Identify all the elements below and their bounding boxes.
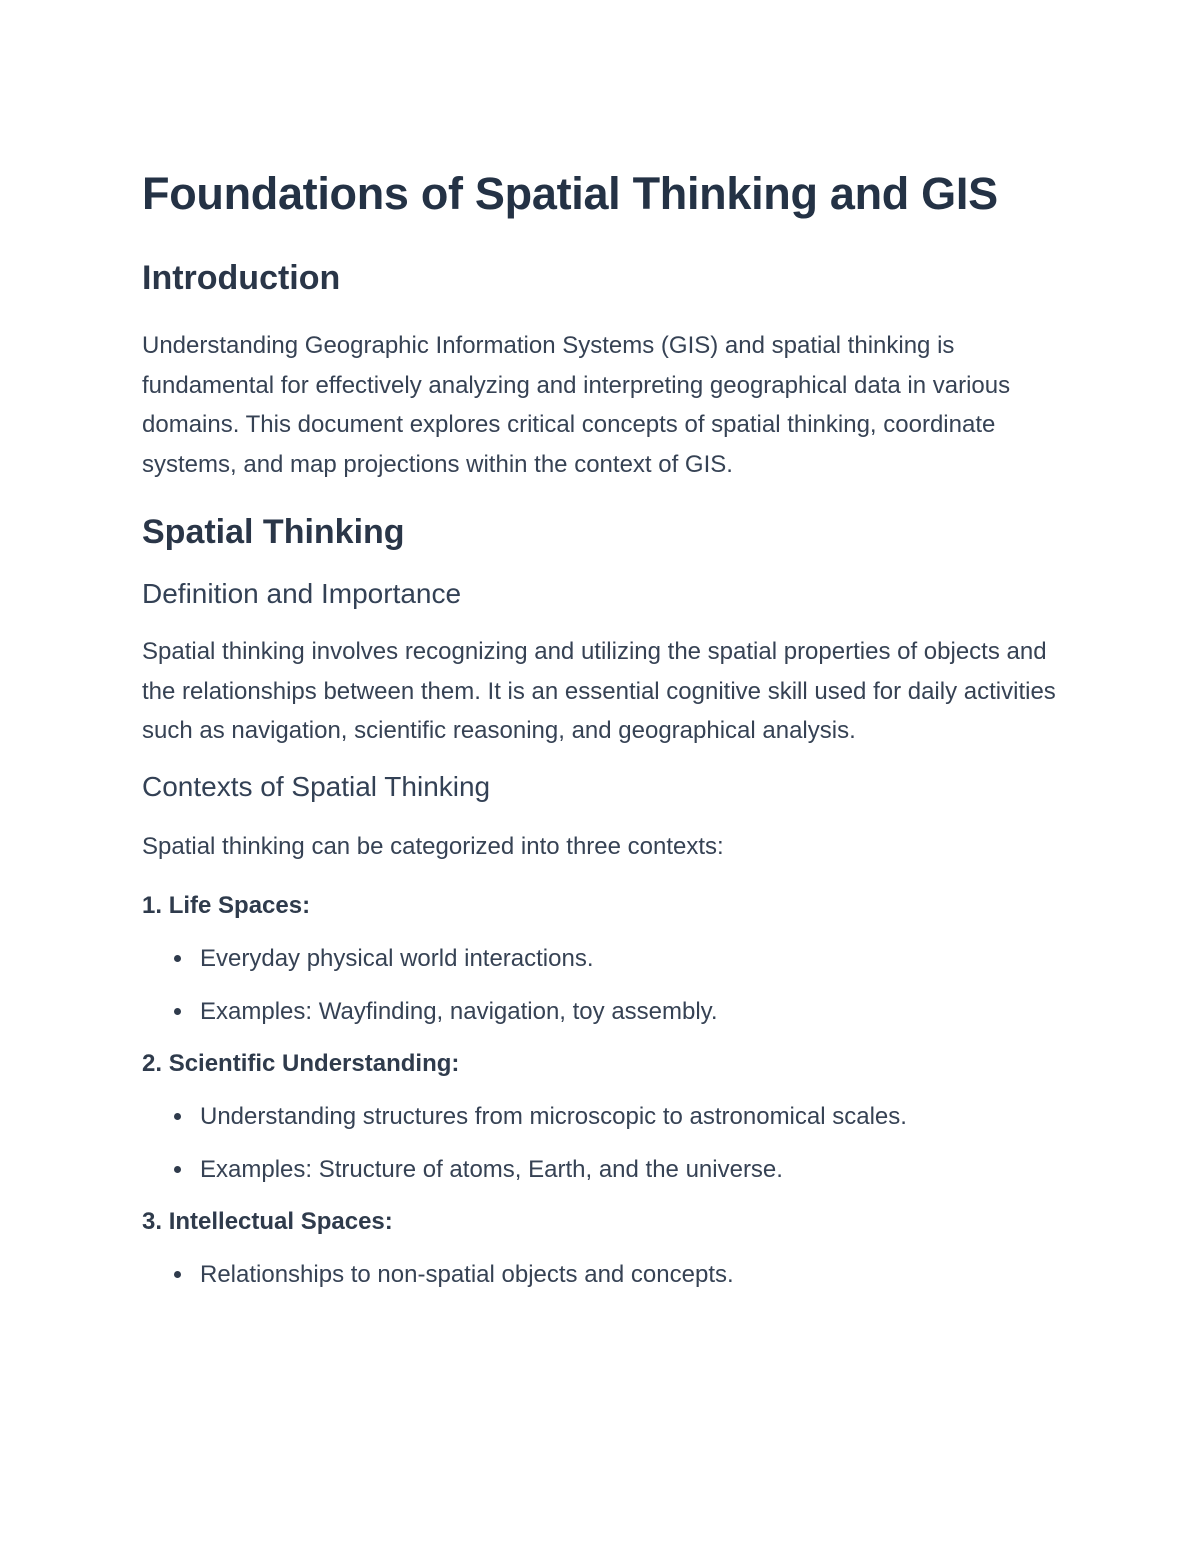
context-bullets	[142, 932, 1062, 1038]
list-item	[172, 1248, 1062, 1301]
list-item	[172, 1090, 1062, 1143]
context-item-scientific-understanding	[142, 1038, 1062, 1196]
contexts-list	[142, 880, 1062, 1301]
context-item-life-spaces	[142, 880, 1062, 1038]
context-item-intellectual-spaces	[142, 1196, 1062, 1301]
contexts-heading: Contexts of Spatial Thinking	[142, 770, 491, 802]
context-label: Life Spaces:	[168, 892, 311, 919]
bullet-icon	[174, 1008, 181, 1015]
introduction-paragraph: Understanding Geographic Information Systems (GIS) and spatial thinking is fundamental for effectively analyzing and interpreting geographical data in various domains. This document explores critical concepts of spatial thinking, coordinate systems, and map projections within the context of GIS.	[142, 332, 1011, 478]
bullet-text: Understanding structures from microscopic to astronomical scales.	[200, 1103, 907, 1130]
contexts-intro: Spatial thinking can be categorized into three contexts:	[142, 832, 724, 860]
context-bullets	[142, 1248, 1062, 1301]
bullet-icon	[174, 955, 181, 962]
bullet-icon	[174, 1166, 181, 1173]
document-page	[142, 166, 1062, 1301]
list-number: 3.	[142, 1208, 163, 1235]
bullet-text: Relationships to non-spatial objects and concepts.	[200, 1261, 734, 1288]
context-bullets	[142, 1090, 1062, 1196]
definition-heading: Definition and Importance	[142, 578, 462, 609]
bullet-text: Examples: Structure of atoms, Earth, and the universe.	[200, 1156, 783, 1183]
spatial-thinking-heading: Spatial Thinking	[142, 513, 405, 551]
context-label: Scientific Understanding:	[168, 1050, 460, 1077]
list-item	[172, 932, 1062, 985]
list-item	[172, 985, 1062, 1038]
list-item	[172, 1143, 1062, 1196]
definition-paragraph: Spatial thinking involves recognizing and utilizing the spatial properties of objects and the relationships between them. It is an essential cognitive skill used for daily activities such as navigation, scientific reasoning, and geographical analysis.	[142, 638, 1056, 744]
bullet-text: Examples: Wayfinding, navigation, toy assembly.	[200, 998, 718, 1025]
introduction-heading: Introduction	[142, 259, 341, 297]
list-number: 2.	[142, 1050, 163, 1077]
document-title: Foundations of Spatial Thinking and GIS	[142, 168, 998, 219]
bullet-icon	[174, 1113, 181, 1120]
bullet-icon	[174, 1271, 181, 1278]
list-number: 1.	[142, 892, 163, 919]
bullet-text: Everyday physical world interactions.	[200, 945, 594, 972]
context-label: Intellectual Spaces:	[168, 1208, 393, 1235]
